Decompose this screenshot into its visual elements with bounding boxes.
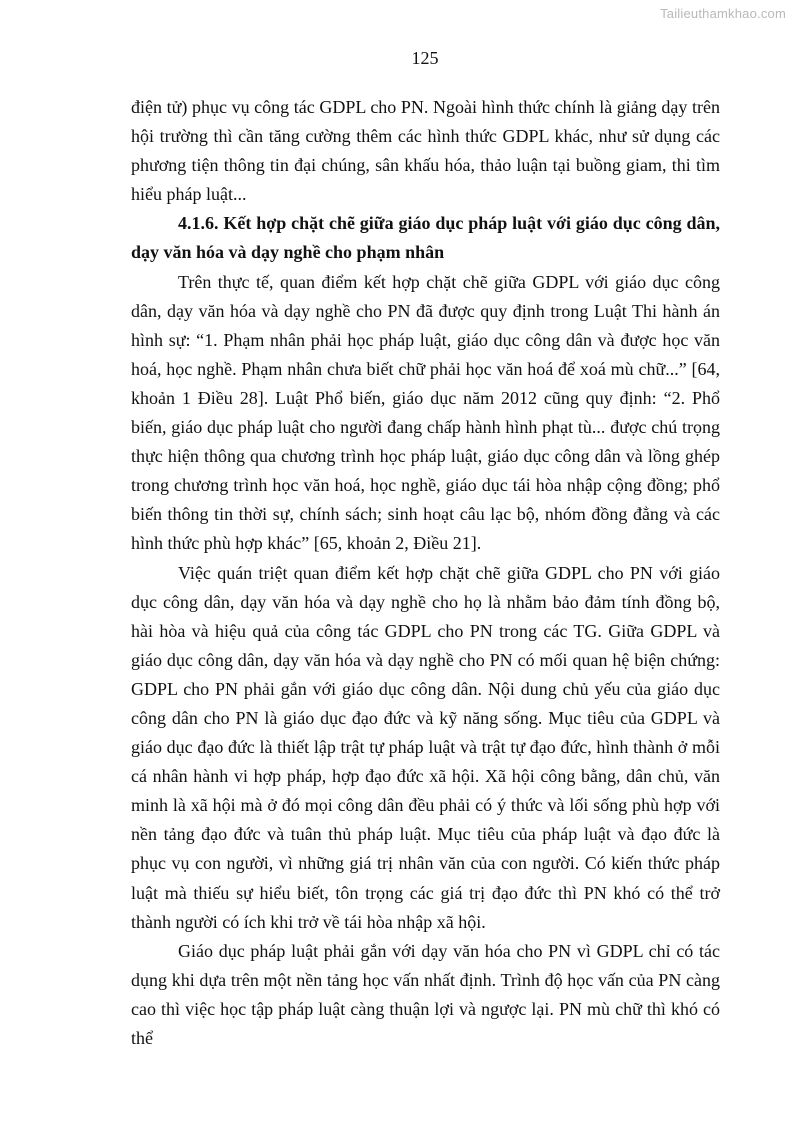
document-body (131, 93, 720, 1053)
page-number-container (0, 48, 794, 69)
page-number: 125 (411, 48, 439, 68)
paragraph-legal-provisions: Trên thực tế, quan điểm kết hợp chặt chẽ giữa GDPL với giáo dục công dân, dạy văn hóa và dạy nghề cho PN đã được quy định trong Luật Thi hành án hình sự: “1. Phạm nhân phải học pháp luật, giáo dục công dân và được học văn hoá, học nghề. Phạm nhân chưa biết chữ phải học văn hoá để xoá mù chữ...” [64, khoản 1 Điều 28]. Luật Phổ biến, giáo dục năm 2012 cũng quy định: “2. Phổ biến, giáo dục pháp luật cho người đang chấp hành hình phạt tù... được chú trọng thực hiện thông qua chương trình học pháp luật, giáo dục công dân và lồng ghép trong chương trình học văn hoá, học nghề, giáo dục tái hòa nhập cộng đồng; phổ biến thông tin thời sự, chính sách; sinh hoạt câu lạc bộ, nhóm đồng đẳng và các hình thức phù hợp khác” [65, khoản 2, Điều 21]. (131, 271, 720, 554)
paragraph-cultural-education: Giáo dục pháp luật phải gắn với dạy văn hóa cho PN vì GDPL chỉ có tác dụng khi dựa trên một nền tảng học vấn nhất định. Trình độ học vấn của PN càng cao thì việc học tập pháp luật càng thuận lợi và ngược lại. PN mù chữ thì khó có thể (131, 940, 720, 1048)
section-heading: 4.1.6. Kết hợp chặt chẽ giữa giáo dục pháp luật với giáo dục công dân, dạy văn hóa và dạy nghề cho phạm nhân (131, 213, 720, 263)
paragraph-dialectical-relationship: Việc quán triệt quan điểm kết hợp chặt chẽ giữa GDPL cho PN với giáo dục công dân, dạy văn hóa và dạy nghề cho họ là nhằm bảo đảm tính đồng bộ, hài hòa và hiệu quả của công tác GDPL cho PN trong các TG. Giữa GDPL và giáo dục công dân, dạy văn hóa và dạy nghề cho PN có mối quan hệ biện chứng: GDPL cho PN phải gắn với giáo dục công dân. Nội dung chủ yếu của giáo dục công dân cho PN là giáo dục đạo đức và kỹ năng sống. Mục tiêu của GDPL và giáo dục đạo đức là thiết lập trật tự pháp luật và trật tự đạo đức, hình thành ở mỗi cá nhân hành vi hợp pháp, hợp đạo đức xã hội. Xã hội công bằng, dân chủ, văn minh là xã hội mà ở đó mọi công dân đều phải có ý thức và lối sống phù hợp với nền tảng đạo đức và tuân thủ pháp luật. Mục tiêu của pháp luật và đạo đức là phục vụ con người, vì những giá trị nhân văn của con người. Có kiến thức pháp luật mà thiếu sự hiểu biết, tôn trọng các giá trị đạo đức thì PN khó có thể trở thành người có ích khi trở về tái hòa nhập xã hội. (131, 562, 720, 932)
watermark: Tailieuthamkhao.com (660, 6, 786, 21)
paragraph-continued: điện tử) phục vụ công tác GDPL cho PN. Ngoài hình thức chính là giảng dạy trên hội trường thì cần tăng cường thêm các hình thức GDPL khác, như sử dụng các phương tiện thông tin đại chúng, sân khấu hóa, thảo luận tại buồng giam, thi tìm hiểu pháp luật... (131, 97, 720, 205)
